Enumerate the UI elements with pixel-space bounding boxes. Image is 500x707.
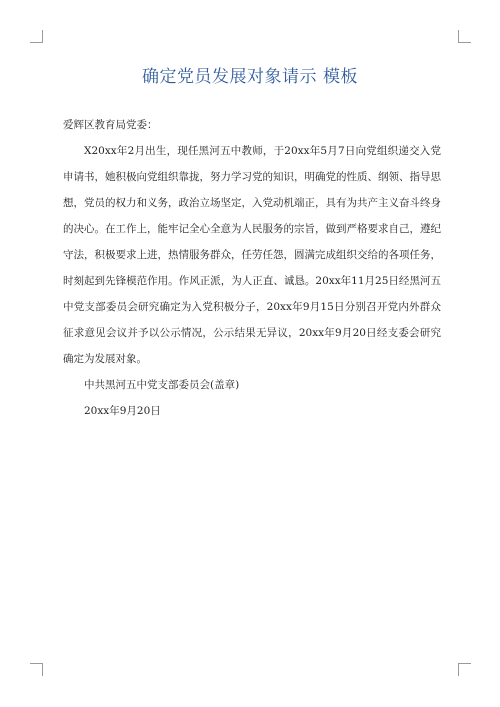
date-line: 20xx年9月20日 xyxy=(84,405,161,417)
body-paragraph: X20xx年2月出生，现任黑河五中教师，于20xx年5月7日向党组织递交入党申请书，她积极向党组织靠拢，努力学习党的知识，明确党的性质、纲领、指导思想，党员的权力和义务，政治立场坚定，入党动机端正，具有为共产主义奋斗终身的决心。在工作上，能牢记全心全意为人民服务的宗旨，做到严格要求自己，遵纪守法，积极要求上进，热情服务群众，任劳任怨，圆满完成组织交给的各项任务，时刻起到先锋模范作用。作风正派，为人正直、诚恳。20xx年11月25日经黑河五中党支部委员会研究确定为入党积极分子，20xx年9月15日分别召开党内外群众征求意见会议并予以公示情况，公示结果无异议，20xx年9月20日经支委会研究确定为发展对象。 xyxy=(63,145,441,365)
document-body xyxy=(63,112,441,424)
crop-mark-top-left xyxy=(30,30,43,43)
crop-mark-bottom-right xyxy=(458,663,471,676)
signature-line: 中共黑河五中党支部委员会(盖章) xyxy=(84,379,240,391)
salutation: 爱辉区教育局党委： xyxy=(63,119,158,131)
document-title: 确定党员发展对象请示 模板 xyxy=(142,67,358,87)
crop-mark-top-right xyxy=(458,30,471,43)
crop-mark-bottom-left xyxy=(30,663,43,676)
